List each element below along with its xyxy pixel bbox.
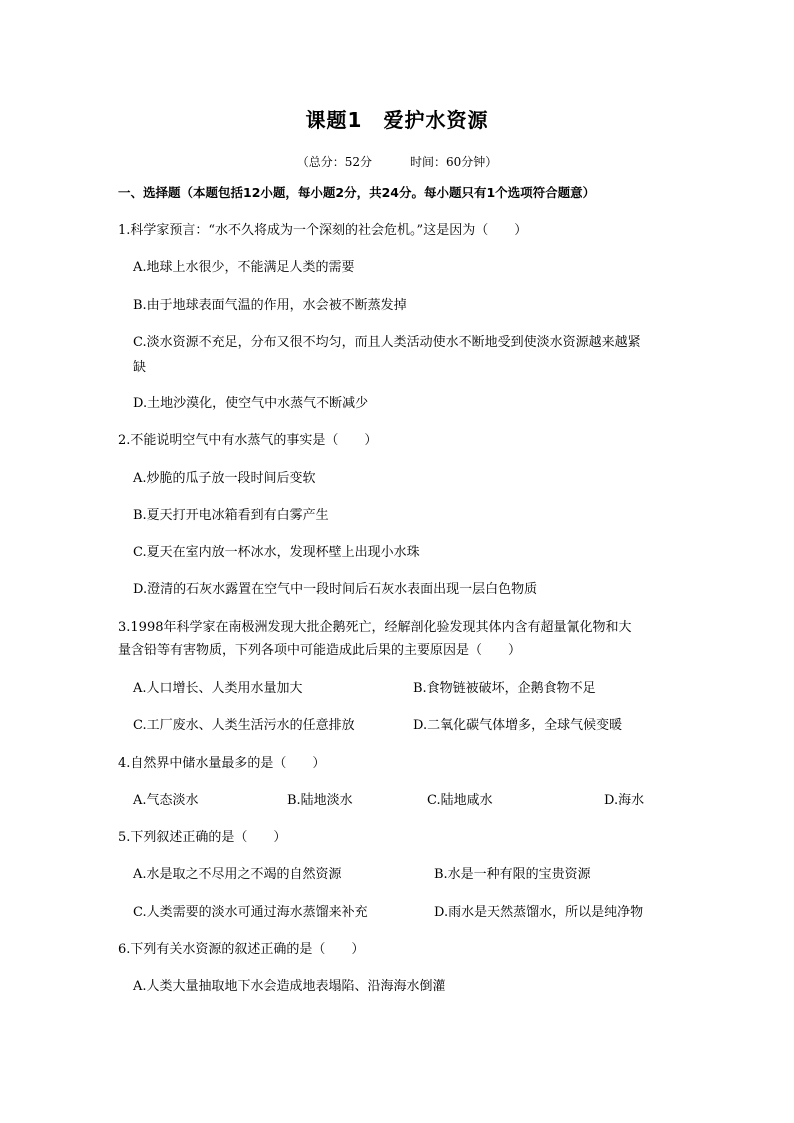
question-1-stem: 1.科学家预言：“水不久将成为一个深刻的社会危机。”这是因为（ ） xyxy=(118,223,528,238)
question-3-stem: 3.1998年科学家在南极洲发现大批企鹅死亡，经解剖化验发现其体内含有超量氰化物和大 xyxy=(118,620,632,635)
question-2-option-b: B.夏天打开电冰箱看到有白雾产生 xyxy=(133,508,329,523)
page-title: 课题1 爱护水资源 xyxy=(305,108,489,132)
question-3-option-b: B.食物链被破坏，企鹅食物不足 xyxy=(413,681,596,696)
question-1-option-b: B.由于地球表面气温的作用，水会被不断蒸发掉 xyxy=(133,298,407,313)
question-5-option-a: A.水是取之不尽用之不竭的自然资源 xyxy=(133,867,342,882)
question-1-option-d: D.土地沙漠化，使空气中水蒸气不断减少 xyxy=(133,396,369,411)
question-1-option-c-cont: 缺 xyxy=(133,360,147,375)
question-5-option-b: B.水是一种有限的宝贵资源 xyxy=(434,867,591,882)
question-2-option-d: D.澄清的石灰水露置在空气中一段时间后石灰水表面出现一层白色物质 xyxy=(133,582,538,597)
question-2-option-c: C.夏天在室内放一杯冰水，发现杯壁上出现小水珠 xyxy=(133,545,420,560)
question-2-stem: 2.不能说明空气中有水蒸气的事实是（ ） xyxy=(118,433,378,448)
time-limit: 时间：60分钟） xyxy=(410,155,498,169)
total-score: （总分：52分 xyxy=(296,155,372,169)
question-3-option-c: C.工厂废水、人类生活污水的任意排放 xyxy=(133,718,355,733)
section-heading: 一、选择题（本题包括12小题，每小题2分，共24分。每小题只有1个选项符合题意） xyxy=(118,185,596,200)
exam-info xyxy=(0,153,794,170)
question-6-option-a: A.人类大量抽取地下水会造成地表塌陷、沿海海水倒灌 xyxy=(133,979,446,994)
question-3-option-d: D.二氧化碳气体增多，全球气候变暖 xyxy=(413,718,623,733)
question-4-option-c: C.陆地咸水 xyxy=(427,793,493,808)
question-1-option-c: C.淡水资源不充足，分布又很不均匀，而且人类活动使水不断地受到使淡水资源越来越紧 xyxy=(133,335,641,350)
question-4-option-d: D.海水 xyxy=(604,793,645,808)
question-3-stem-cont: 量含铅等有害物质，下列各项中可能造成此后果的主要原因是（ ） xyxy=(118,643,522,658)
question-5-option-c: C.人类需要的淡水可通过海水蒸馏来补充 xyxy=(133,905,368,920)
question-2-option-a: A.炒脆的瓜子放一段时间后变软 xyxy=(133,471,316,486)
question-4-option-a: A.气态淡水 xyxy=(133,793,199,808)
question-4-stem: 4.自然界中储水量最多的是（ ） xyxy=(118,756,326,771)
question-1-option-a: A.地球上水很少，不能满足人类的需要 xyxy=(133,260,355,275)
question-5-stem: 5.下列叙述正确的是（ ） xyxy=(118,830,287,845)
question-4-option-b: B.陆地淡水 xyxy=(287,793,353,808)
question-6-stem: 6.下列有关水资源的叙述正确的是（ ） xyxy=(118,942,365,957)
question-5-option-d: D.雨水是天然蒸馏水，所以是纯净物 xyxy=(434,905,644,920)
question-3-option-a: A.人口增长、人类用水量加大 xyxy=(133,681,303,696)
